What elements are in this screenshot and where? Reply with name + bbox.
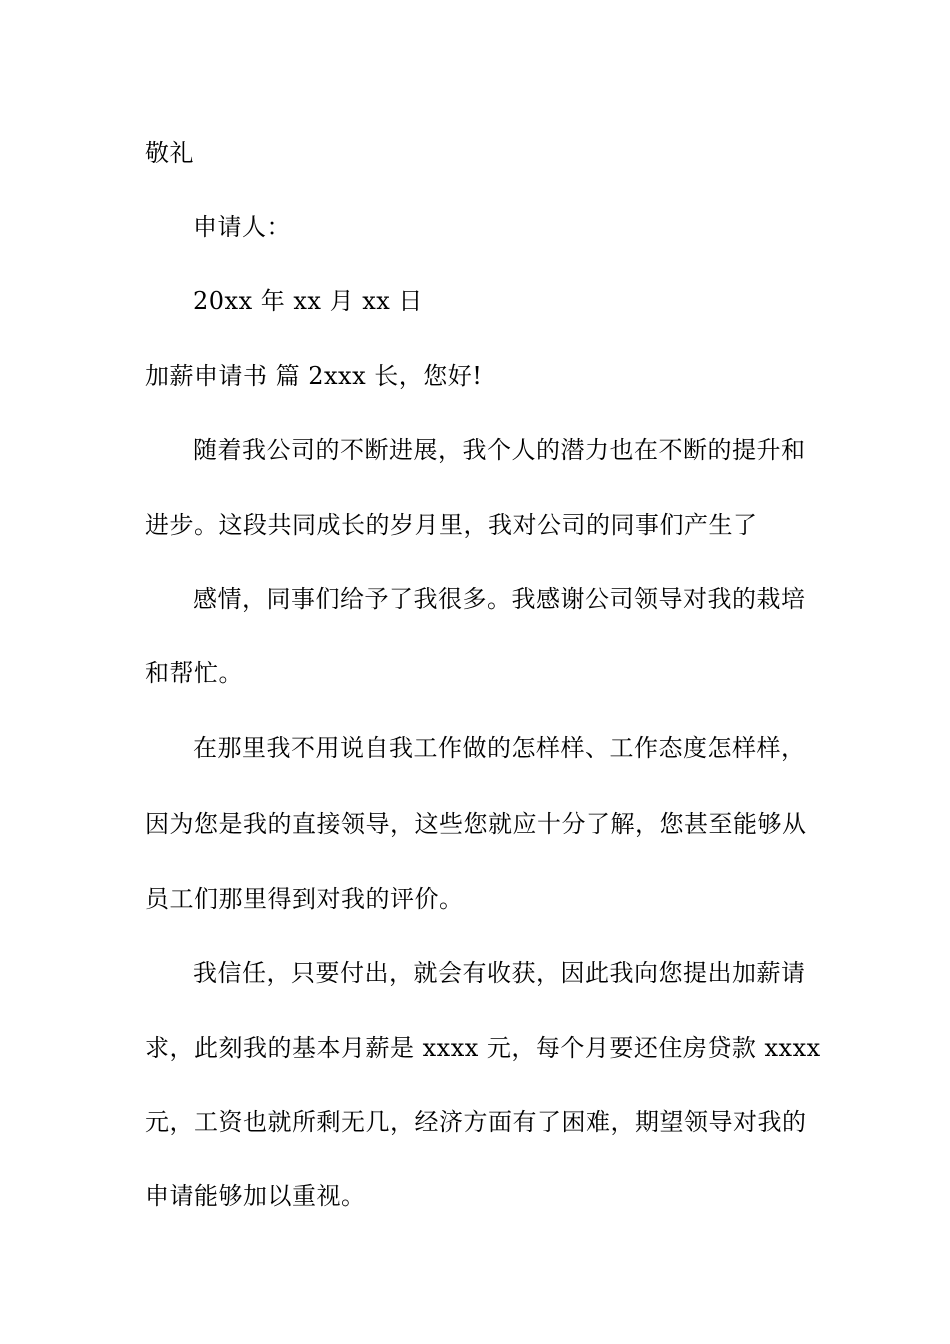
- paragraph-line: 感情，同事们给予了我很多。我感谢公司领导对我的栽培: [193, 585, 806, 613]
- date-line: 20xx 年 xx 月 xx 日: [193, 287, 423, 315]
- paragraph-line: 求，此刻我的基本月薪是 xxxx 元，每个月要还住房贷款 xxxx: [145, 1034, 821, 1062]
- closing-salutation: 敬礼: [145, 139, 194, 167]
- paragraph-line: 进步。这段共同成长的岁月里，我对公司的同事们产生了: [145, 511, 758, 539]
- applicant-label: 申请人：: [193, 213, 291, 241]
- paragraph-line: 元，工资也就所剩无几，经济方面有了困难，期望领导对我的: [145, 1108, 807, 1136]
- paragraph-line: 员工们那里得到对我的评价。: [145, 885, 464, 913]
- paragraph-line: 我信任，只要付出，就会有收获，因此我向您提出加薪请: [193, 959, 806, 987]
- paragraph-line: 随着我公司的不断进展，我个人的潜力也在不断的提升和: [193, 436, 806, 464]
- paragraph-line: 因为您是我的直接领导，这些您就应十分了解，您甚至能够从: [145, 810, 807, 838]
- paragraph-line: 在那里我不用说自我工作做的怎样样、工作态度怎样样，: [193, 734, 806, 762]
- section-heading: 加薪申请书 篇 2xxx 长，您好!: [145, 362, 483, 390]
- paragraph-line: 申请能够加以重视。: [145, 1182, 366, 1210]
- paragraph-line: 和帮忙。: [145, 659, 243, 687]
